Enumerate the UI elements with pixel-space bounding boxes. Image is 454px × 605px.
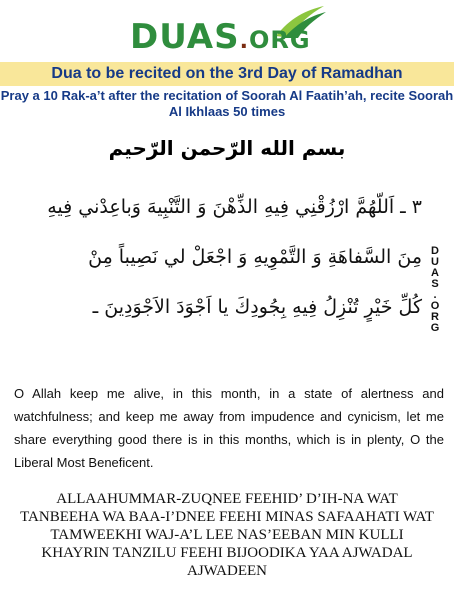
watermark-letter: S bbox=[431, 278, 439, 290]
logo-dot: . bbox=[239, 29, 249, 54]
transliteration-line: TANBEEHA WA BAA-I’DNEE FEEHI MINAS SAFAAHATI WAT bbox=[20, 509, 434, 525]
site-logo[interactable] bbox=[130, 18, 311, 61]
logo-tld: ORG bbox=[248, 26, 311, 54]
watermark-letter: U bbox=[431, 256, 439, 268]
arabic-dua bbox=[12, 182, 422, 332]
site-header bbox=[0, 0, 454, 62]
page-title: Dua to be recited on the 3rd Day of Ramadhan bbox=[51, 65, 403, 82]
bismillah-heading: بسم الله الرّحمن الرّحيم bbox=[108, 136, 346, 160]
watermark-letter: O bbox=[430, 300, 440, 312]
transliteration-line: ALLAAHUMMAR-ZUQNEE FEEHID’ D’IH-NA WAT bbox=[56, 491, 398, 507]
transliteration bbox=[6, 490, 448, 580]
english-translation: O Allah keep me alive, in this month, in a state of alertness and watchfulness; and keep me away from impudence and cynicism, let me share everything good there is in this months, which is in plenty, O the Liberal Most Beneficent. bbox=[14, 386, 444, 470]
title-bar bbox=[0, 62, 454, 86]
transliteration-line: KHAYRIN TANZILU FEEHI BIJOODIKA YAA AJWADAL bbox=[41, 545, 413, 561]
arabic-line: مِنَ السَّفاهَةِ وَ التَّمْوِيهِ وَ اجْعَلْ لي نَصِيباً مِنْ bbox=[88, 246, 422, 268]
transliteration-line: AJWADEEN bbox=[187, 563, 267, 579]
watermark-letter: D bbox=[431, 245, 439, 257]
watermark-letter: G bbox=[430, 322, 440, 334]
vertical-watermark bbox=[426, 246, 444, 334]
arabic-line: ٣ ـ اَللّهُمَّ ارْزُقْنِي فِيهِ الذِّهْنَ وَ التَّنْبِيهَ وَباعِدْني فِيهِ bbox=[47, 196, 422, 218]
watermark-letter: . bbox=[433, 289, 437, 301]
arabic-line: كُلِّ خَيْرٍ تُنْزِلُ فِيهِ بِجُودِكَ يا اَجْوَدَ الاَجْوَدِينَ ـ bbox=[92, 296, 422, 318]
watermark-letter: A bbox=[431, 267, 439, 279]
transliteration-line: TAMWEEKHI WAJ-A’L LEE NAS’EEBAN MIN KULLI bbox=[50, 527, 404, 543]
instruction-text: Pray a 10 Rak-a’t after the recitation of Soorah Al Faatih’ah, recite Soorah Al Ikhlaas 50 times bbox=[0, 88, 454, 119]
watermark-letter: R bbox=[431, 311, 439, 323]
logo-text: DUAS bbox=[130, 17, 240, 57]
